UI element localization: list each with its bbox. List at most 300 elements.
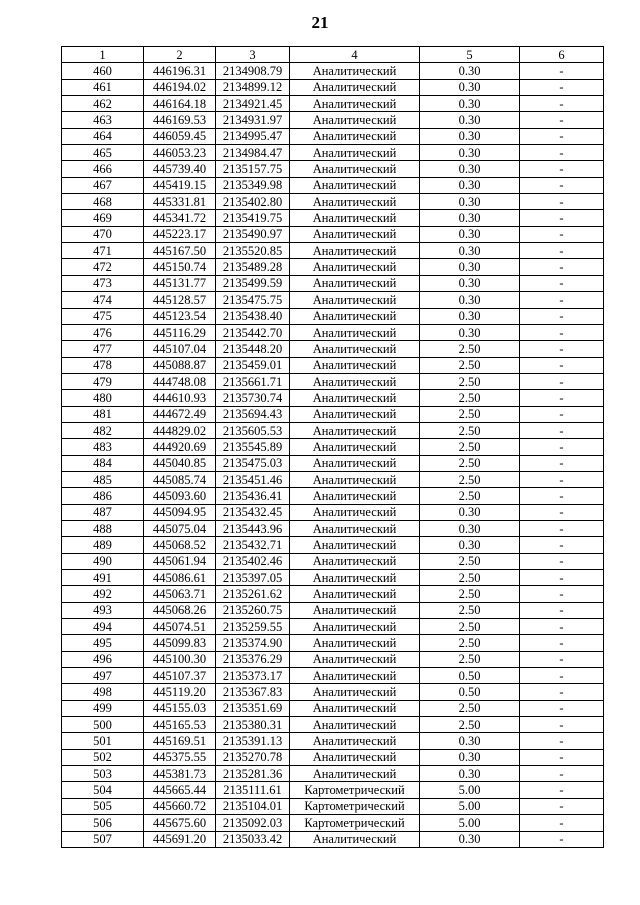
table-row	[62, 177, 604, 193]
method-cell: Аналитический	[290, 586, 420, 602]
y-coordinate-cell: 2134984.47	[216, 145, 290, 161]
x-coordinate-cell: 445675.60	[144, 815, 216, 831]
point-number-cell: 506	[62, 815, 144, 831]
x-coordinate-cell: 446059.45	[144, 128, 216, 144]
y-coordinate-cell: 2134931.97	[216, 112, 290, 128]
accuracy-cell: 0.30	[420, 537, 520, 553]
table-row	[62, 390, 604, 406]
description-cell: -	[520, 373, 604, 389]
coordinates-table	[61, 46, 604, 848]
method-cell: Аналитический	[290, 635, 420, 651]
table-row	[62, 275, 604, 291]
description-cell: -	[520, 570, 604, 586]
x-coordinate-cell: 445123.54	[144, 308, 216, 324]
method-cell: Аналитический	[290, 520, 420, 536]
accuracy-cell: 5.00	[420, 815, 520, 831]
description-cell: -	[520, 619, 604, 635]
description-cell: -	[520, 194, 604, 210]
table-row	[62, 194, 604, 210]
point-number-cell: 466	[62, 161, 144, 177]
y-coordinate-cell: 2135351.69	[216, 700, 290, 716]
point-number-cell: 483	[62, 439, 144, 455]
y-coordinate-cell: 2135459.01	[216, 357, 290, 373]
accuracy-cell: 2.50	[420, 602, 520, 618]
description-cell: -	[520, 341, 604, 357]
accuracy-cell: 2.50	[420, 570, 520, 586]
x-coordinate-cell: 444748.08	[144, 373, 216, 389]
table-row	[62, 700, 604, 716]
x-coordinate-cell: 444610.93	[144, 390, 216, 406]
point-number-cell: 505	[62, 798, 144, 814]
accuracy-cell: 0.30	[420, 259, 520, 275]
page-number: 21	[311, 13, 329, 32]
method-cell: Аналитический	[290, 259, 420, 275]
description-cell: -	[520, 112, 604, 128]
table-row	[62, 128, 604, 144]
point-number-cell: 486	[62, 488, 144, 504]
method-cell: Аналитический	[290, 243, 420, 259]
method-cell: Аналитический	[290, 537, 420, 553]
point-number-cell: 499	[62, 700, 144, 716]
description-cell: -	[520, 439, 604, 455]
point-number-cell: 498	[62, 684, 144, 700]
description-cell: -	[520, 128, 604, 144]
y-coordinate-cell: 2135033.42	[216, 831, 290, 847]
x-coordinate-cell: 445375.55	[144, 749, 216, 765]
accuracy-cell: 2.50	[420, 439, 520, 455]
description-cell: -	[520, 504, 604, 520]
accuracy-cell: 0.30	[420, 749, 520, 765]
y-coordinate-cell: 2135111.61	[216, 782, 290, 798]
table-body	[62, 63, 604, 848]
table-row	[62, 504, 604, 520]
description-cell: -	[520, 651, 604, 667]
point-number-cell: 492	[62, 586, 144, 602]
method-cell: Аналитический	[290, 308, 420, 324]
table-row	[62, 373, 604, 389]
point-number-cell: 465	[62, 145, 144, 161]
description-cell: -	[520, 749, 604, 765]
table-row	[62, 602, 604, 618]
description-cell: -	[520, 520, 604, 536]
description-cell: -	[520, 471, 604, 487]
description-cell: -	[520, 324, 604, 340]
x-coordinate-cell: 445068.26	[144, 602, 216, 618]
x-coordinate-cell: 445165.53	[144, 717, 216, 733]
table-row	[62, 341, 604, 357]
y-coordinate-cell: 2135281.36	[216, 766, 290, 782]
accuracy-cell: 0.30	[420, 831, 520, 847]
description-cell: -	[520, 259, 604, 275]
x-coordinate-cell: 445169.51	[144, 733, 216, 749]
description-cell: -	[520, 243, 604, 259]
point-number-cell: 476	[62, 324, 144, 340]
x-coordinate-cell: 445739.40	[144, 161, 216, 177]
description-cell: -	[520, 684, 604, 700]
method-cell: Аналитический	[290, 831, 420, 847]
y-coordinate-cell: 2135475.03	[216, 455, 290, 471]
accuracy-cell: 0.30	[420, 292, 520, 308]
description-cell: -	[520, 815, 604, 831]
y-coordinate-cell: 2135432.45	[216, 504, 290, 520]
accuracy-cell: 0.50	[420, 684, 520, 700]
accuracy-cell: 2.50	[420, 471, 520, 487]
table-row	[62, 79, 604, 95]
y-coordinate-cell: 2135520.85	[216, 243, 290, 259]
accuracy-cell: 0.30	[420, 520, 520, 536]
method-cell: Аналитический	[290, 63, 420, 79]
point-number-cell: 475	[62, 308, 144, 324]
x-coordinate-cell: 445068.52	[144, 537, 216, 553]
accuracy-cell: 0.30	[420, 226, 520, 242]
y-coordinate-cell: 2135432.71	[216, 537, 290, 553]
y-coordinate-cell: 2135104.01	[216, 798, 290, 814]
table-row	[62, 96, 604, 112]
x-coordinate-cell: 445075.04	[144, 520, 216, 536]
x-coordinate-cell: 446196.31	[144, 63, 216, 79]
x-coordinate-cell: 445063.71	[144, 586, 216, 602]
method-cell: Аналитический	[290, 422, 420, 438]
table-row	[62, 455, 604, 471]
method-cell: Аналитический	[290, 112, 420, 128]
point-number-cell: 503	[62, 766, 144, 782]
y-coordinate-cell: 2135499.59	[216, 275, 290, 291]
accuracy-cell: 0.30	[420, 210, 520, 226]
accuracy-cell: 2.50	[420, 341, 520, 357]
table-row	[62, 145, 604, 161]
method-cell: Аналитический	[290, 226, 420, 242]
point-number-cell: 472	[62, 259, 144, 275]
table-row	[62, 439, 604, 455]
accuracy-cell: 2.50	[420, 390, 520, 406]
point-number-cell: 488	[62, 520, 144, 536]
description-cell: -	[520, 798, 604, 814]
x-coordinate-cell: 445691.20	[144, 831, 216, 847]
accuracy-cell: 0.30	[420, 112, 520, 128]
y-coordinate-cell: 2135157.75	[216, 161, 290, 177]
table-row	[62, 226, 604, 242]
description-cell: -	[520, 537, 604, 553]
method-cell: Аналитический	[290, 488, 420, 504]
x-coordinate-cell: 445341.72	[144, 210, 216, 226]
description-cell: -	[520, 733, 604, 749]
table-row	[62, 782, 604, 798]
y-coordinate-cell: 2134921.45	[216, 96, 290, 112]
column-header-6: 6	[520, 47, 604, 63]
x-coordinate-cell: 445094.95	[144, 504, 216, 520]
y-coordinate-cell: 2135442.70	[216, 324, 290, 340]
point-number-cell: 470	[62, 226, 144, 242]
accuracy-cell: 2.50	[420, 357, 520, 373]
method-cell: Аналитический	[290, 439, 420, 455]
accuracy-cell: 2.50	[420, 700, 520, 716]
table-row	[62, 243, 604, 259]
x-coordinate-cell: 445088.87	[144, 357, 216, 373]
method-cell: Аналитический	[290, 357, 420, 373]
y-coordinate-cell: 2135349.98	[216, 177, 290, 193]
accuracy-cell: 2.50	[420, 553, 520, 569]
point-number-cell: 464	[62, 128, 144, 144]
y-coordinate-cell: 2134908.79	[216, 63, 290, 79]
y-coordinate-cell: 2135443.96	[216, 520, 290, 536]
description-cell: -	[520, 79, 604, 95]
description-cell: -	[520, 308, 604, 324]
point-number-cell: 473	[62, 275, 144, 291]
method-cell: Аналитический	[290, 194, 420, 210]
table-row	[62, 63, 604, 79]
y-coordinate-cell: 2135694.43	[216, 406, 290, 422]
table-row	[62, 488, 604, 504]
x-coordinate-cell: 445223.17	[144, 226, 216, 242]
accuracy-cell: 5.00	[420, 782, 520, 798]
point-number-cell: 493	[62, 602, 144, 618]
description-cell: -	[520, 766, 604, 782]
method-cell: Аналитический	[290, 341, 420, 357]
accuracy-cell: 2.50	[420, 373, 520, 389]
y-coordinate-cell: 2135261.62	[216, 586, 290, 602]
accuracy-cell: 0.30	[420, 308, 520, 324]
method-cell: Аналитический	[290, 619, 420, 635]
y-coordinate-cell: 2135270.78	[216, 749, 290, 765]
table-row	[62, 798, 604, 814]
description-cell: -	[520, 390, 604, 406]
x-coordinate-cell: 445131.77	[144, 275, 216, 291]
x-coordinate-cell: 445100.30	[144, 651, 216, 667]
table-row	[62, 766, 604, 782]
accuracy-cell: 2.50	[420, 619, 520, 635]
x-coordinate-cell: 444829.02	[144, 422, 216, 438]
table-row	[62, 520, 604, 536]
x-coordinate-cell: 445150.74	[144, 259, 216, 275]
accuracy-cell: 0.30	[420, 275, 520, 291]
description-cell: -	[520, 226, 604, 242]
table-row	[62, 259, 604, 275]
x-coordinate-cell: 445074.51	[144, 619, 216, 635]
table-row	[62, 324, 604, 340]
accuracy-cell: 2.50	[420, 635, 520, 651]
accuracy-cell: 5.00	[420, 798, 520, 814]
accuracy-cell: 2.50	[420, 406, 520, 422]
x-coordinate-cell: 445093.60	[144, 488, 216, 504]
x-coordinate-cell: 446194.02	[144, 79, 216, 95]
method-cell: Аналитический	[290, 79, 420, 95]
x-coordinate-cell: 445061.94	[144, 553, 216, 569]
point-number-cell: 500	[62, 717, 144, 733]
table-row	[62, 210, 604, 226]
x-coordinate-cell: 445155.03	[144, 700, 216, 716]
x-coordinate-cell: 445119.20	[144, 684, 216, 700]
y-coordinate-cell: 2135475.75	[216, 292, 290, 308]
table-row	[62, 537, 604, 553]
accuracy-cell: 0.50	[420, 668, 520, 684]
method-cell: Аналитический	[290, 553, 420, 569]
method-cell: Аналитический	[290, 684, 420, 700]
method-cell: Картометрический	[290, 798, 420, 814]
point-number-cell: 469	[62, 210, 144, 226]
description-cell: -	[520, 96, 604, 112]
accuracy-cell: 0.30	[420, 766, 520, 782]
column-header-1: 1	[62, 47, 144, 63]
x-coordinate-cell: 445040.85	[144, 455, 216, 471]
x-coordinate-cell: 445665.44	[144, 782, 216, 798]
description-cell: -	[520, 63, 604, 79]
table-row	[62, 112, 604, 128]
method-cell: Аналитический	[290, 292, 420, 308]
point-number-cell: 478	[62, 357, 144, 373]
y-coordinate-cell: 2135374.90	[216, 635, 290, 651]
point-number-cell: 460	[62, 63, 144, 79]
y-coordinate-cell: 2135451.46	[216, 471, 290, 487]
point-number-cell: 489	[62, 537, 144, 553]
method-cell: Аналитический	[290, 406, 420, 422]
accuracy-cell: 0.30	[420, 161, 520, 177]
point-number-cell: 504	[62, 782, 144, 798]
table-header	[62, 47, 604, 63]
description-cell: -	[520, 831, 604, 847]
table-row	[62, 749, 604, 765]
description-cell: -	[520, 275, 604, 291]
table-row	[62, 357, 604, 373]
method-cell: Аналитический	[290, 749, 420, 765]
description-cell: -	[520, 602, 604, 618]
x-coordinate-cell: 445086.61	[144, 570, 216, 586]
point-number-cell: 487	[62, 504, 144, 520]
method-cell: Картометрический	[290, 782, 420, 798]
y-coordinate-cell: 2135259.55	[216, 619, 290, 635]
accuracy-cell: 0.30	[420, 145, 520, 161]
description-cell: -	[520, 635, 604, 651]
accuracy-cell: 0.30	[420, 96, 520, 112]
point-number-cell: 494	[62, 619, 144, 635]
point-number-cell: 502	[62, 749, 144, 765]
y-coordinate-cell: 2135730.74	[216, 390, 290, 406]
method-cell: Аналитический	[290, 602, 420, 618]
method-cell: Аналитический	[290, 733, 420, 749]
point-number-cell: 480	[62, 390, 144, 406]
table-row	[62, 717, 604, 733]
method-cell: Аналитический	[290, 668, 420, 684]
x-coordinate-cell: 445128.57	[144, 292, 216, 308]
table-row	[62, 292, 604, 308]
method-cell: Картометрический	[290, 815, 420, 831]
x-coordinate-cell: 445099.83	[144, 635, 216, 651]
table-row	[62, 668, 604, 684]
column-header-3: 3	[216, 47, 290, 63]
table-row	[62, 831, 604, 847]
x-coordinate-cell: 445331.81	[144, 194, 216, 210]
y-coordinate-cell: 2135438.40	[216, 308, 290, 324]
point-number-cell: 497	[62, 668, 144, 684]
x-coordinate-cell: 446164.18	[144, 96, 216, 112]
y-coordinate-cell: 2135367.83	[216, 684, 290, 700]
y-coordinate-cell: 2135436.41	[216, 488, 290, 504]
table-row	[62, 471, 604, 487]
accuracy-cell: 2.50	[420, 651, 520, 667]
point-number-cell: 479	[62, 373, 144, 389]
point-number-cell: 484	[62, 455, 144, 471]
method-cell: Аналитический	[290, 570, 420, 586]
method-cell: Аналитический	[290, 161, 420, 177]
method-cell: Аналитический	[290, 128, 420, 144]
accuracy-cell: 2.50	[420, 455, 520, 471]
accuracy-cell: 0.30	[420, 177, 520, 193]
point-number-cell: 463	[62, 112, 144, 128]
y-coordinate-cell: 2135448.20	[216, 341, 290, 357]
accuracy-cell: 0.30	[420, 63, 520, 79]
y-coordinate-cell: 2135661.71	[216, 373, 290, 389]
description-cell: -	[520, 668, 604, 684]
point-number-cell: 482	[62, 422, 144, 438]
accuracy-cell: 0.30	[420, 243, 520, 259]
table-row	[62, 815, 604, 831]
y-coordinate-cell: 2135419.75	[216, 210, 290, 226]
y-coordinate-cell: 2135402.80	[216, 194, 290, 210]
method-cell: Аналитический	[290, 455, 420, 471]
point-number-cell: 481	[62, 406, 144, 422]
x-coordinate-cell: 445116.29	[144, 324, 216, 340]
description-cell: -	[520, 422, 604, 438]
y-coordinate-cell: 2134899.12	[216, 79, 290, 95]
method-cell: Аналитический	[290, 96, 420, 112]
method-cell: Аналитический	[290, 766, 420, 782]
y-coordinate-cell: 2135373.17	[216, 668, 290, 684]
x-coordinate-cell: 446053.23	[144, 145, 216, 161]
point-number-cell: 491	[62, 570, 144, 586]
x-coordinate-cell: 445107.04	[144, 341, 216, 357]
y-coordinate-cell: 2135376.29	[216, 651, 290, 667]
point-number-cell: 461	[62, 79, 144, 95]
point-number-cell: 471	[62, 243, 144, 259]
table-row	[62, 684, 604, 700]
y-coordinate-cell: 2135092.03	[216, 815, 290, 831]
accuracy-cell: 0.30	[420, 128, 520, 144]
y-coordinate-cell: 2135397.05	[216, 570, 290, 586]
table-row	[62, 570, 604, 586]
method-cell: Аналитический	[290, 471, 420, 487]
description-cell: -	[520, 145, 604, 161]
method-cell: Аналитический	[290, 700, 420, 716]
table-row	[62, 651, 604, 667]
y-coordinate-cell: 2135605.53	[216, 422, 290, 438]
description-cell: -	[520, 717, 604, 733]
column-header-4: 4	[290, 47, 420, 63]
method-cell: Аналитический	[290, 145, 420, 161]
y-coordinate-cell: 2135490.97	[216, 226, 290, 242]
x-coordinate-cell: 445381.73	[144, 766, 216, 782]
method-cell: Аналитический	[290, 504, 420, 520]
y-coordinate-cell: 2135260.75	[216, 602, 290, 618]
description-cell: -	[520, 782, 604, 798]
description-cell: -	[520, 455, 604, 471]
description-cell: -	[520, 488, 604, 504]
table-row	[62, 635, 604, 651]
point-number-cell: 507	[62, 831, 144, 847]
method-cell: Аналитический	[290, 275, 420, 291]
x-coordinate-cell: 445085.74	[144, 471, 216, 487]
x-coordinate-cell: 445107.37	[144, 668, 216, 684]
y-coordinate-cell: 2135380.31	[216, 717, 290, 733]
point-number-cell: 490	[62, 553, 144, 569]
table-row	[62, 161, 604, 177]
point-number-cell: 468	[62, 194, 144, 210]
method-cell: Аналитический	[290, 324, 420, 340]
description-cell: -	[520, 177, 604, 193]
accuracy-cell: 0.30	[420, 194, 520, 210]
accuracy-cell: 0.30	[420, 733, 520, 749]
method-cell: Аналитический	[290, 373, 420, 389]
x-coordinate-cell: 445167.50	[144, 243, 216, 259]
y-coordinate-cell: 2134995.47	[216, 128, 290, 144]
